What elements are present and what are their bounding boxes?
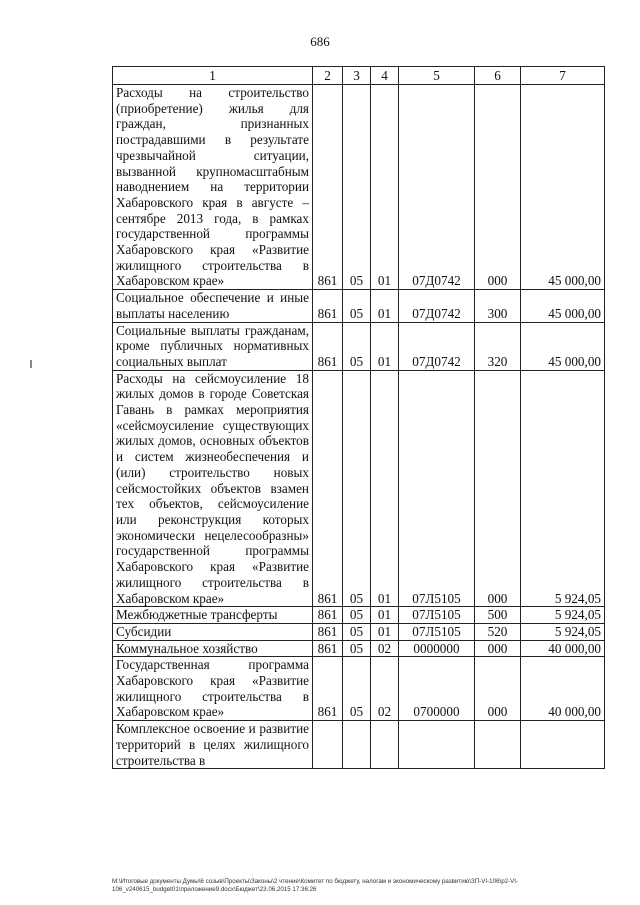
table-row — [113, 721, 605, 769]
budget-table — [112, 66, 605, 769]
row-ministry-code: 861 — [313, 85, 343, 290]
table-row — [113, 607, 605, 624]
row-expense-type-code: 500 — [475, 607, 521, 624]
row-expense-type-code: 000 — [475, 657, 521, 721]
row-section-code: 05 — [343, 623, 371, 640]
row-ministry-code: 861 — [313, 640, 343, 657]
row-subsection-code — [371, 721, 399, 769]
row-subsection-code: 01 — [371, 623, 399, 640]
row-section-code: 05 — [343, 370, 371, 607]
row-section-code: 05 — [343, 640, 371, 657]
row-section-code — [343, 721, 371, 769]
row-target-code — [399, 721, 475, 769]
row-expense-type-code: 000 — [475, 640, 521, 657]
row-expense-type-code — [475, 721, 521, 769]
row-target-code: 07Д0742 — [399, 85, 475, 290]
header-col-7: 7 — [521, 67, 605, 85]
header-col-5: 5 — [399, 67, 475, 85]
row-target-code: 07Д0742 — [399, 290, 475, 322]
row-target-code: 07Л5105 — [399, 623, 475, 640]
row-ministry-code: 861 — [313, 623, 343, 640]
row-amount: 45 000,00 — [521, 85, 605, 290]
row-section-code: 05 — [343, 290, 371, 322]
table-row — [113, 322, 605, 370]
row-subsection-code: 01 — [371, 370, 399, 607]
header-col-3: 3 — [343, 67, 371, 85]
scan-edge-mark — [30, 360, 32, 368]
row-target-code: 07Л5105 — [399, 607, 475, 624]
header-col-4: 4 — [371, 67, 399, 85]
row-target-code: 07Л5105 — [399, 370, 475, 607]
row-name: Межбюджетные трансферты — [113, 607, 313, 624]
row-subsection-code: 01 — [371, 85, 399, 290]
file-path-footer: M:\Итоговые документы Думы\6 созыв\Проекты\Законы\2 чтение\Комитет по бюджету, налогам и экономическому развитию\ЗП-VI-106\р2-VI-106_v240615_budget01\приложение9.docx\Бюджет\23.06.2015 17:36:26 — [112, 878, 519, 893]
row-expense-type-code: 320 — [475, 322, 521, 370]
row-subsection-code: 01 — [371, 322, 399, 370]
row-expense-type-code: 520 — [475, 623, 521, 640]
table-header-row — [113, 67, 605, 85]
row-expense-type-code: 300 — [475, 290, 521, 322]
header-col-6: 6 — [475, 67, 521, 85]
row-ministry-code: 861 — [313, 322, 343, 370]
row-name: Социальные выплаты гражданам, кроме публичных нормативных социальных выплат — [113, 322, 313, 370]
row-ministry-code: 861 — [313, 657, 343, 721]
table-row — [113, 623, 605, 640]
row-name: Расходы на сейсмоусиление 18 жилых домов в городе Советская Гавань в рамках мероприятия «сейсмоусиление существующих жилых домов, основных объектов и систем жизнеобеспечения и (или) строительство новых сейсмостойких объектов взамен тех объектов, сейсмоусиление или реконструкция которых экономически нецелесообразны» государственной программы Хабаровского края «Развитие жилищного строительства в Хабаровском крае» — [113, 370, 313, 607]
row-ministry-code: 861 — [313, 607, 343, 624]
table-row — [113, 290, 605, 322]
row-amount: 45 000,00 — [521, 322, 605, 370]
row-name: Социальное обеспечение и иные выплаты населению — [113, 290, 313, 322]
row-name: Государственная программа Хабаровского края «Развитие жилищного строительства в Хабаровском крае» — [113, 657, 313, 721]
row-amount: 40 000,00 — [521, 657, 605, 721]
row-section-code: 05 — [343, 322, 371, 370]
row-subsection-code: 01 — [371, 290, 399, 322]
table-row — [113, 657, 605, 721]
header-col-2: 2 — [313, 67, 343, 85]
row-ministry-code: 861 — [313, 290, 343, 322]
row-target-code: 0700000 — [399, 657, 475, 721]
row-section-code: 05 — [343, 85, 371, 290]
row-subsection-code: 01 — [371, 607, 399, 624]
row-ministry-code: 861 — [313, 370, 343, 607]
row-section-code: 05 — [343, 607, 371, 624]
row-amount: 40 000,00 — [521, 640, 605, 657]
row-amount — [521, 721, 605, 769]
row-amount: 5 924,05 — [521, 607, 605, 624]
row-target-code: 0000000 — [399, 640, 475, 657]
row-amount: 5 924,05 — [521, 623, 605, 640]
row-section-code: 05 — [343, 657, 371, 721]
row-expense-type-code: 000 — [475, 370, 521, 607]
row-ministry-code — [313, 721, 343, 769]
table-row — [113, 85, 605, 290]
table-row — [113, 640, 605, 657]
page-number: 686 — [310, 34, 330, 49]
row-name: Коммунальное хозяйство — [113, 640, 313, 657]
row-subsection-code: 02 — [371, 657, 399, 721]
row-name: Комплексное освоение и развитие территорий в целях жилищного строительства в — [113, 721, 313, 769]
row-amount: 45 000,00 — [521, 290, 605, 322]
row-target-code: 07Д0742 — [399, 322, 475, 370]
row-name: Расходы на строительство (приобретение) жилья для граждан, признанных пострадавшими в результате чрезвычайной ситуации, вызванной крупномасштабным наводнением на территории Хабаровского края в августе – сентябре 2013 года, в рамках государственной программы Хабаровского края «Развитие жилищного строительства в Хабаровском крае» — [113, 85, 313, 290]
header-col-1: 1 — [113, 67, 313, 85]
row-amount: 5 924,05 — [521, 370, 605, 607]
row-subsection-code: 02 — [371, 640, 399, 657]
table-row — [113, 370, 605, 607]
row-expense-type-code: 000 — [475, 85, 521, 290]
row-name: Субсидии — [113, 623, 313, 640]
